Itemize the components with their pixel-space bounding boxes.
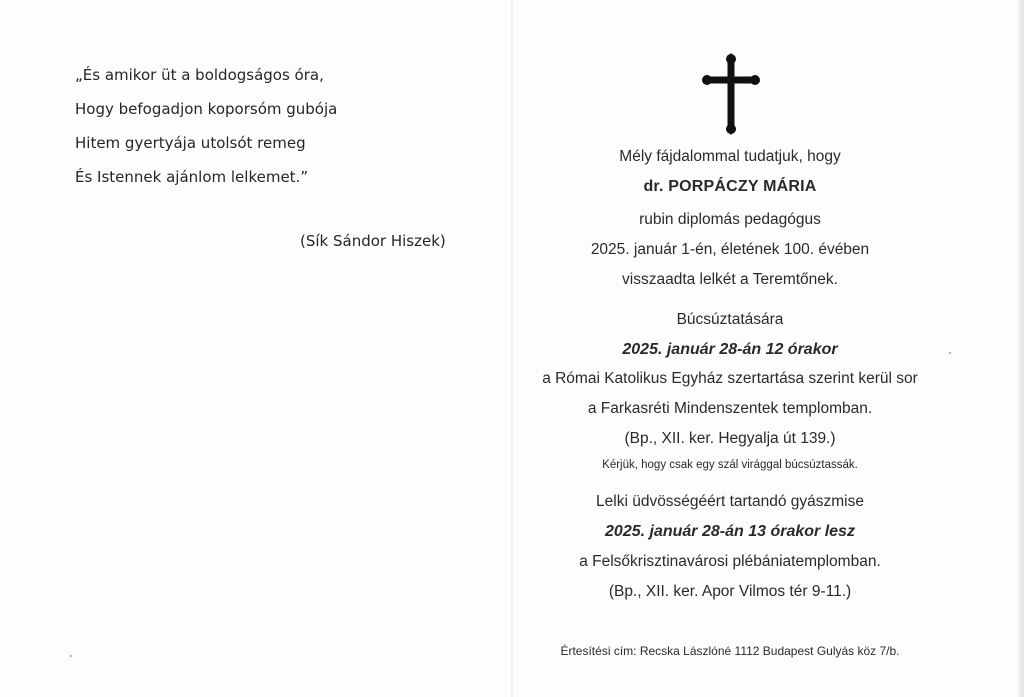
mass-place: a Felsőkrisztinavárosi plébániatemplomban.	[579, 553, 881, 570]
deceased-title: rubin diplomás pedagógus	[639, 211, 821, 228]
farewell-intro: Búcsúztatására	[676, 311, 784, 328]
poem-line: Hogy befogadjon koporsóm gubója	[75, 100, 338, 118]
poem-source: (Sík Sándor Hiszek)	[300, 232, 446, 250]
cross-icon	[702, 53, 760, 135]
farewell-place: a Farkasréti Mindenszentek templomban.	[587, 400, 873, 417]
contact-address: Értesítési cím: Recska Lászlóné 1112 Budapest Gulyás köz 7/b.	[560, 644, 900, 658]
paper-speck	[949, 352, 951, 354]
poem-line: „És amikor üt a boldogságos óra,	[75, 66, 324, 84]
mass-address: (Bp., XII. ker. Apor Vilmos tér 9-11.)	[608, 583, 852, 600]
card-edge	[1018, 0, 1024, 697]
poem-line: Hitem gyertyája utolsót remeg	[75, 134, 306, 152]
rite-text: a Római Katolikus Egyház szertartása szerint kerül sor	[542, 370, 918, 387]
poem	[75, 58, 475, 194]
death-date: 2025. január 1-én, életének 100. évében	[590, 241, 870, 258]
poem-line: És Istennek ajánlom lelkemet.”	[75, 168, 309, 186]
farewell-address: (Bp., XII. ker. Hegyalja út 139.)	[624, 430, 836, 447]
intro-text: Mély fájdalommal tudatjuk, hogy	[619, 148, 841, 165]
paper-speck	[70, 655, 72, 657]
returned-soul-text: visszaadta lelkét a Teremtőnek.	[622, 271, 838, 288]
farewell-time: 2025. január 28-án 12 órakor	[622, 341, 838, 358]
flower-request: Kérjük, hogy csak egy szál virággal búcsúztassák.	[602, 459, 858, 471]
deceased-name: dr. PORPÁCZY MÁRIA	[643, 178, 817, 195]
mass-intro: Lelki üdvösségéért tartandó gyászmise	[596, 493, 864, 510]
mass-time: 2025. január 28-án 13 órakor lesz	[605, 523, 855, 540]
